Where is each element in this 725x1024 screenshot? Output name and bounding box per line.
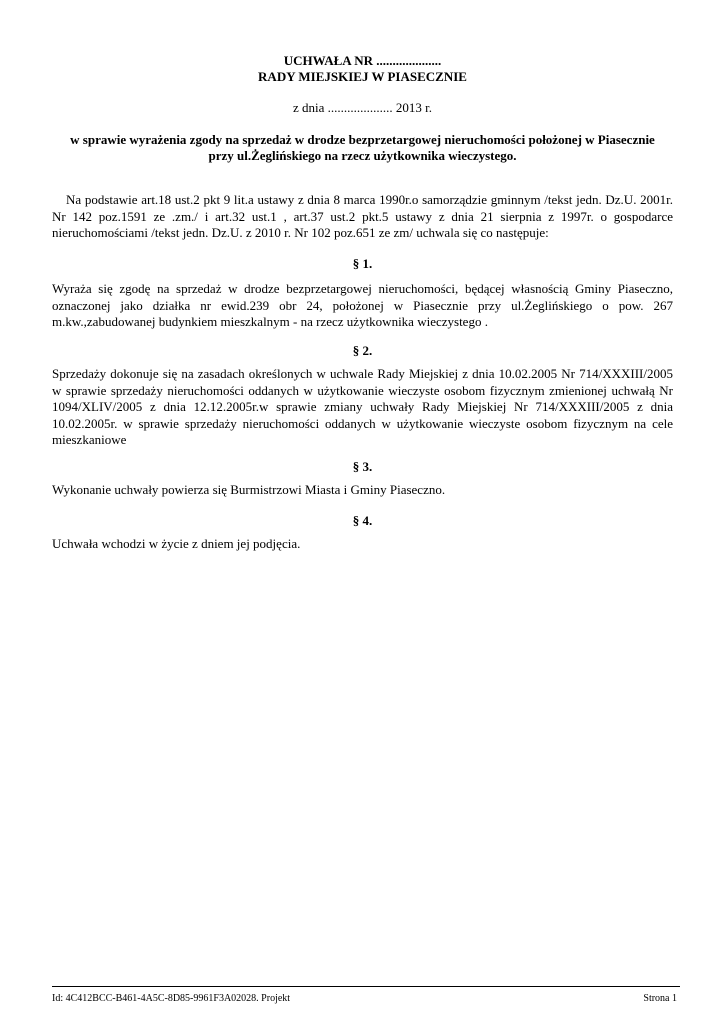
footer-divider <box>52 986 680 987</box>
section-4-heading: § 4. <box>352 513 373 528</box>
resolution-title: UCHWAŁA NR .................... <box>283 53 442 68</box>
resolution-date: z dnia .................... 2013 r. <box>292 100 432 115</box>
page-number: Strona 1 <box>643 993 677 1004</box>
section-4-text: Uchwała wchodzi w życie z dniem jej podjęcia. <box>52 536 301 551</box>
section-2-heading: § 2. <box>352 343 373 358</box>
subject-line-2: przy ul.Żeglińskiego na rzecz użytkownika wieczystego. <box>208 148 517 163</box>
section-3-heading: § 3. <box>352 459 373 474</box>
council-name: RADY MIEJSKIEJ W PIASECZNIE <box>258 69 467 84</box>
section-3-text: Wykonanie uchwały powierza się Burmistrzowi Miasta i Gminy Piaseczno. <box>52 482 446 497</box>
document-id: Id: 4C412BCC-B461-4A5C-8D85-9961F3A02028. Projekt <box>52 993 291 1004</box>
section-1-heading: § 1. <box>352 256 373 271</box>
section-2-text: Sprzedaży dokonuje się na zasadach określonych w uchwale Rady Miejskiej z dnia 10.02.2005 Nr 714/XXXIII/2005 w sprawie sprzedaży nieruchomości oddanych w użytkowanie wieczyste osobom fizycznym zmienionej uchwałą Nr 1094/XLIV/2005 z dnia 12.12.2005r.w sprawie zmiany uchwały Rady Miejskiej Nr 714/XXXIII/2005 z dnia 10.02.2005r. w sprawie sprzedaży nieruchomości oddanych w użytkowanie wieczyste osobom fizycznym na cele mieszkaniowe <box>52 366 673 447</box>
legal-basis-paragraph: Na podstawie art.18 ust.2 pkt 9 lit.a ustawy z dnia 8 marca 1990r.o samorządzie gminnym /tekst jedn. Dz.U. 2001r. Nr 142 poz.1591 ze .zm./ i art.32 ust.1 , art.37 ust.2 pkt.5 ustawy z dnia 21 sierpnia z 1997r. o gospodarce nieruchomościami /tekst jedn. Dz.U. z 2010 r. Nr 102 poz.651 ze zm/ uchwala się co następuje: <box>52 192 673 240</box>
section-1-text: Wyraża się zgodę na sprzedaż w drodze bezprzetargowej nieruchomości, będącej własnością Gminy Piaseczno, oznaczonej jako działka nr ewid.239 obr 24, położonej w Piasecznie przy ul.Żeglińskiego o pow. 267 m.kw.,zabudowanej budynkiem mieszkalnym - na rzecz użytkownika wieczystego . <box>52 281 673 329</box>
subject-line-1: w sprawie wyrażenia zgody na sprzedaż w drodze bezprzetargowej nieruchomości położonej w Piasecznie <box>70 132 655 147</box>
resolution-header <box>0 53 725 85</box>
resolution-subject <box>40 132 685 164</box>
